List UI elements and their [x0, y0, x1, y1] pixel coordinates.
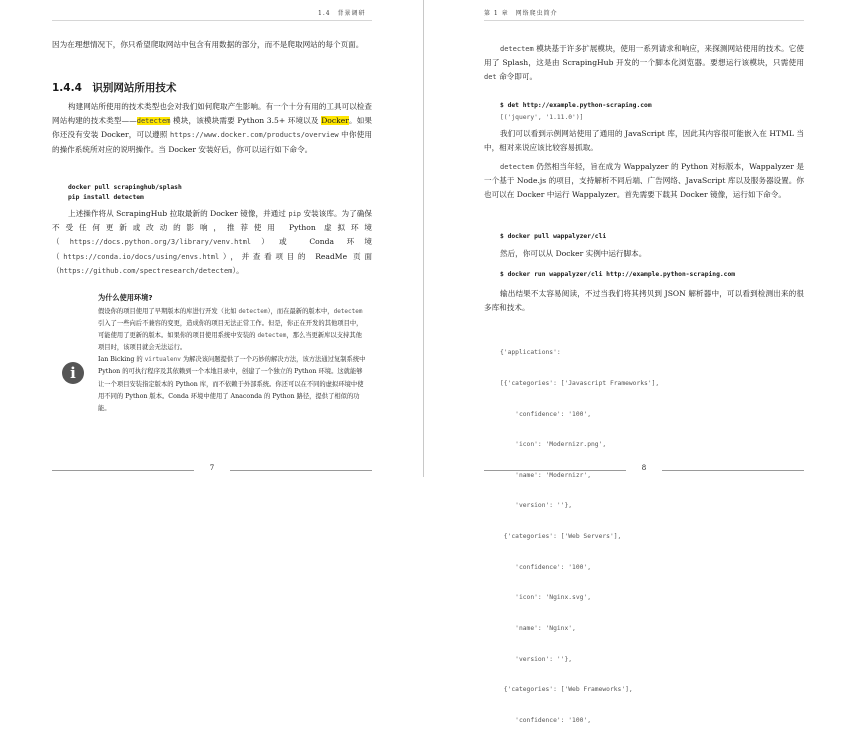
- json-line: {'applications':: [500, 349, 561, 357]
- json-line: {'categories': ['Web Frameworks'],: [500, 686, 633, 694]
- highlight-docker: Docker: [321, 116, 349, 126]
- header-rule: [484, 20, 804, 21]
- page-footer: [484, 465, 804, 475]
- note-body: 假设你的项目使用了早期版本的库进行开发（比如 detectem），而在最新的版本中，detectem 引入了一些向后不兼容的变更，造成你的项目无法正常工作。但是，你正在开发的其他项目中，可能使用了更新的版本。如果你的项目使用系统中安装的 detectem，那么当更新库以支持其他项目时，该项目就会无法运行。 Ian Bicking 的 virtualenv 为解决该问题提供了一个巧妙的解决方法，该方法通过复制系统中 Python 的可执行程序及其依赖到一个本地目录中，创建了一个独立的 Python 环境。这就能够让一个项目安装指定版本的 Python 库，而不依赖于外部系统。你还可以在不同的虚拟环境中使用不同的 Python 版本。Conda 环境中使用了 Anaconda 的 Python 路径，提供了相似的功能。: [98, 308, 366, 412]
- page-footer: [52, 465, 372, 475]
- page-number: 7: [209, 464, 215, 472]
- json-line: 'confidence': '100',: [500, 563, 591, 571]
- left-page: [0, 0, 423, 477]
- github-url: https://github.com/spectresearch/detectem: [59, 266, 233, 275]
- json-line: [{'categories': ['Javascript Frameworks'],: [500, 380, 660, 388]
- json-line: 'confidence': '100',: [500, 410, 591, 418]
- running-header: 1.4 背景调研: [318, 10, 366, 17]
- paragraph-environment: 上述操作将从 ScrapingHub 拉取最新的 Docker 镜像，并通过 pip 安装该库。为了确保不受任何更新或改动的影响，推荐使用 Python 虚拟环境（https://docs.python.org/3/library/venv.html）或 Conda 环境（https://conda.io/docs/using/envs.html），并查看项目的 ReadMe 页面（https://github.com/spectresearch/detectem）。: [52, 209, 373, 275]
- docker-url: https://www.docker.com/products/overview: [170, 131, 339, 140]
- json-output-block: [500, 328, 659, 746]
- paragraph-detectem: 构建网站所使用的技术类型也会对我们如何爬取产生影响。有一个十分有用的工具可以检查网站构建的技术类型——detectem 模块，该模块需要 Python 3.5+ 环境以及 Docker。如果你还没有安装 Docker，可以遵照 https://www.docker.com/products/overview 中你使用的操作系统所对应的说明操作。当 Docker 安装好后，你可以运行如下命令。: [52, 102, 373, 154]
- json-line: {'categories': ['Web Servers'],: [500, 533, 622, 541]
- highlight-detectem: detectem: [136, 117, 171, 126]
- conda-url: https://conda.io/docs/using/envs.html: [63, 252, 220, 261]
- intro-paragraph: 因为在理想情况下，你只希望爬取网站中包含有用数据的部分，而不是爬取网站的每个页面。: [52, 40, 364, 49]
- command-line: $ docker pull wappalyzer/cli: [500, 233, 607, 240]
- paragraph-detectem-intro: detectem 模块基于许多扩展模块，使用一系列请求和响应，来探测网站使用的技术。它使用了 Splash，这是由 ScrapingHub 开发的一个脚本化浏览器。要想运行该模块，只需使用 det 命令即可。: [484, 44, 804, 82]
- command-line: pip install detectem: [68, 194, 144, 201]
- paragraph-js-library: 我们可以看到示例网站使用了通用的 JavaScript 库，因此其内容很可能嵌入在 HTML 当中，相对来说应该比较容易抓取。: [484, 129, 804, 153]
- json-line: 'icon': 'Modernizr.png',: [500, 441, 607, 449]
- section-title: 1.4.4 识别网站所用技术: [52, 82, 177, 94]
- command-output: [('jquery', '1.11.0')]: [500, 114, 584, 121]
- json-line: 'confidence': '100',: [500, 716, 591, 724]
- json-line: 'icon': 'Nginx.svg',: [500, 594, 591, 602]
- paragraph-run-script: 然后，你可以从 Docker 实例中运行脚本。: [500, 249, 647, 258]
- command-line: docker pull scrapinghub/splash: [68, 184, 182, 191]
- json-line: 'version': ''},: [500, 655, 573, 663]
- running-header: 第 1 章 网络爬虫简介: [484, 10, 558, 17]
- command-line: $ det http://example.python-scraping.com: [500, 102, 652, 109]
- header-rule: [52, 20, 372, 21]
- note-title: 为什么使用环境?: [98, 293, 153, 302]
- venv-url: https://docs.python.org/3/library/venv.html: [69, 238, 251, 247]
- page-number: 8: [641, 464, 647, 472]
- command-line: $ docker run wappalyzer/cli http://example.python-scraping.com: [500, 271, 736, 278]
- json-line: 'version': ''},: [500, 502, 573, 510]
- right-page: [424, 0, 846, 724]
- paragraph-json-output: 输出结果不太容易阅读，不过当我们将其拷贝到 JSON 解析器中，可以看到检测出来的很多库和技术。: [484, 289, 804, 313]
- info-icon: i: [62, 362, 84, 384]
- json-line: 'name': 'Modernizr',: [500, 471, 591, 479]
- json-line: 'name': 'Nginx',: [500, 624, 576, 632]
- paragraph-wappalyzer: detectem 仍然相当年轻，旨在成为 Wappalyzer 的 Python 对标版本，Wappalyzer 是一个基于 Node.js 的项目，支持解析不同后端、广告网络、JavaScript 库以及服务器设置。你也可以在 Docker 中运行 Wappalyzer。首先需要下载其 Docker 镜像，运行如下命令。: [484, 162, 804, 200]
